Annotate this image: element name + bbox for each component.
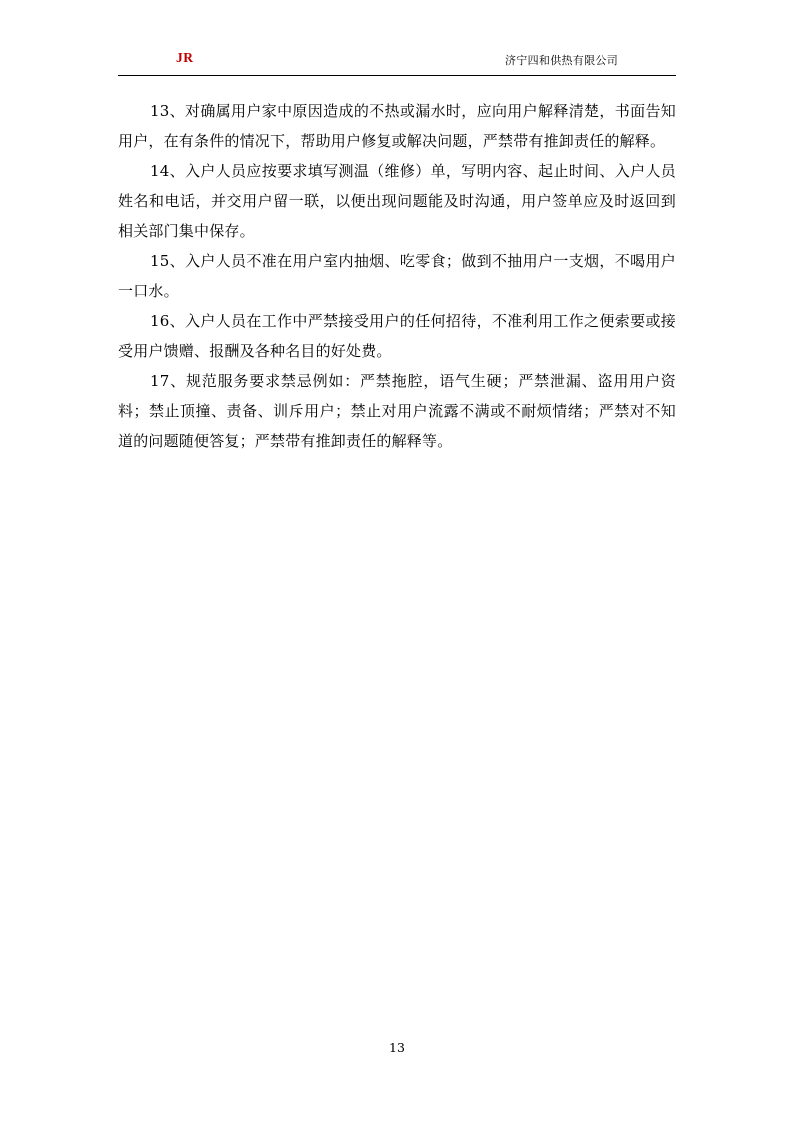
company-logo: JR [176,50,194,65]
paragraph-13: 13、对确属用户家中原因造成的不热或漏水时，应向用户解释清楚，书面告知用户，在有条件的情况下，帮助用户修复或解决问题，严禁带有推卸责任的解释。 [118,102,676,150]
paragraph-16: 16、入户人员在工作中严禁接受用户的任何招待，不准利用工作之便索要或接受用户馈赠、报酬及各种名目的好处费。 [118,312,676,360]
paragraph-15: 15、入户人员不准在用户室内抽烟、吃零食；做到不抽用户一支烟，不喝用户一口水。 [118,252,676,300]
page-number: 13 [389,1040,405,1055]
paragraph-17: 17、规范服务要求禁忌例如：严禁拖腔，语气生硬；严禁泄漏、盗用用户资料；禁止顶撞、责备、训斥用户；禁止对用户流露不满或不耐烦情绪；严禁对不知道的问题随便答复；严禁带有推卸责任的解释等。 [118,372,676,450]
header-company-name: 济宁四和供热有限公司 [505,54,618,67]
page-header [118,50,676,76]
paragraph-14: 14、入户人员应按要求填写测温（维修）单，写明内容、起止时间、入户人员姓名和电话，并交用户留一联，以便出现问题能及时沟通，用户签单应及时返回到相关部门集中保存。 [118,162,676,240]
document-body [118,96,676,456]
